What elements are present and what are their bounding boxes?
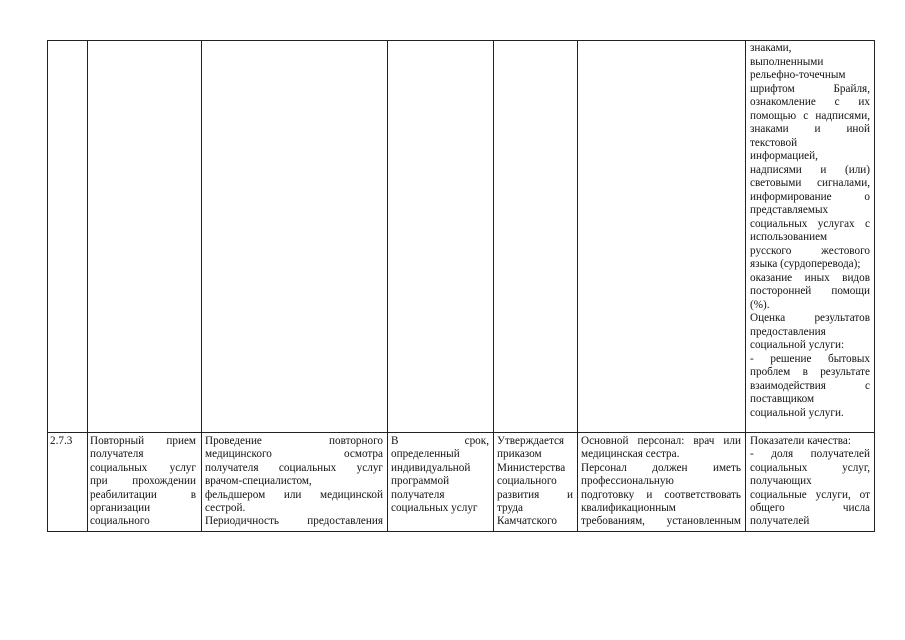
quality-indicators-continuation <box>750 42 870 420</box>
table-top-border <box>47 40 875 41</box>
text-line: труда <box>497 502 524 515</box>
text-line: (%). <box>750 298 770 311</box>
text-line: социальной услуги: <box>750 339 845 351</box>
text-line: врачом-специалистом, <box>205 475 312 488</box>
text-line: социальных услуг <box>90 461 196 474</box>
text-line: ознакомление с их <box>750 96 870 108</box>
column-border <box>387 40 388 532</box>
text-line: оказание иных видов <box>750 271 870 284</box>
column-border <box>874 40 875 532</box>
text-line: организации <box>90 502 151 515</box>
text-line: поставщиком <box>750 393 815 405</box>
text-line: русского жестового <box>750 244 870 257</box>
text-line: социальных услуг <box>391 502 478 515</box>
text-line: помощью с надписями, <box>750 109 870 122</box>
text-line: медицинская сестра. <box>581 448 680 461</box>
column-border <box>47 40 48 532</box>
text-line: Периодичность предоставления <box>205 515 383 528</box>
text-line: определенный <box>391 448 460 461</box>
text-line: Оценка результатов <box>750 312 870 324</box>
text-line: посторонней помощи <box>750 285 870 297</box>
text-line: - доля получателей <box>750 448 870 461</box>
text-line: реабилитации в <box>90 488 196 501</box>
text-line: - решение бытовых <box>750 352 870 365</box>
text-line: 2.7.3 <box>50 435 73 447</box>
service-name-cell <box>90 435 196 529</box>
text-line: социального <box>90 515 150 528</box>
column-border <box>87 40 88 532</box>
text-line: получателя <box>391 488 445 501</box>
text-line: получающих <box>750 475 812 488</box>
text-line: программой <box>391 475 450 488</box>
text-line: представляемых <box>750 204 829 216</box>
text-line: общего числа <box>750 502 870 515</box>
tariff-cell <box>497 435 573 529</box>
text-line: социальной услуги. <box>750 406 844 419</box>
text-line: квалификационным <box>581 502 676 515</box>
text-line: социального <box>497 475 557 488</box>
text-line: фельдшером или медицинской <box>205 488 383 501</box>
text-line: получателя социальных услуг <box>205 461 383 474</box>
text-line: индивидуальной <box>391 461 471 474</box>
text-line: текстовой <box>750 136 798 149</box>
text-line: взаимодействия с <box>750 379 870 392</box>
text-line: рельефно-точечным <box>750 69 846 81</box>
text-line: получателя <box>90 448 144 461</box>
text-line: профессиональную <box>581 475 674 488</box>
row-divider <box>47 432 875 433</box>
text-line: Персонал должен иметь <box>581 461 741 474</box>
text-line: социальные услуги, от <box>750 488 870 501</box>
column-border <box>493 40 494 532</box>
text-line: требованиям, установленным <box>581 515 741 528</box>
service-description-cell <box>205 435 383 529</box>
text-line: шрифтом Брайля, <box>750 82 870 95</box>
column-border <box>745 40 746 532</box>
service-term-cell <box>391 435 489 515</box>
text-line: подготовку и соответствовать <box>581 488 741 501</box>
text-line: Показатели качества: <box>750 435 851 447</box>
column-border <box>577 40 578 532</box>
text-line: знаками и иной <box>750 123 870 135</box>
text-line: Утверждается <box>497 435 565 447</box>
text-line: Основной персонал: врач или <box>581 435 741 447</box>
text-line: выполненными <box>750 55 824 68</box>
text-line: информацией, <box>750 150 818 162</box>
text-line: медицинского осмотра <box>205 448 383 461</box>
text-line: Повторный прием <box>90 435 196 447</box>
table-bottom-border <box>47 531 875 532</box>
text-line: проблем в результате <box>750 366 870 378</box>
text-line: световыми сигналами, <box>750 177 870 189</box>
text-line: социальных услуг, <box>750 461 870 474</box>
text-line: языка (сурдоперевода); <box>750 258 861 270</box>
text-line: сестрой. <box>205 502 246 515</box>
text-line: получателей <box>750 515 810 528</box>
text-line: развития и <box>497 488 573 501</box>
row-number <box>50 435 86 448</box>
text-line: информирование о <box>750 190 870 203</box>
text-line: предоставления <box>750 325 826 338</box>
text-line: знаками, <box>750 42 792 54</box>
text-line: Проведение повторного <box>205 435 383 447</box>
text-line: социальных услугах с <box>750 217 870 230</box>
text-line: при прохождении <box>90 475 196 488</box>
text-line: Министерства <box>497 461 566 474</box>
column-border <box>201 40 202 532</box>
personnel-conditions-cell <box>581 435 741 529</box>
text-line: использованием <box>750 231 828 243</box>
text-line: В срок, <box>391 435 489 447</box>
quality-indicators-cell <box>750 435 870 529</box>
text-line: приказом <box>497 448 542 461</box>
text-line: Камчатского <box>497 515 558 528</box>
text-line: надписями и (или) <box>750 163 870 176</box>
